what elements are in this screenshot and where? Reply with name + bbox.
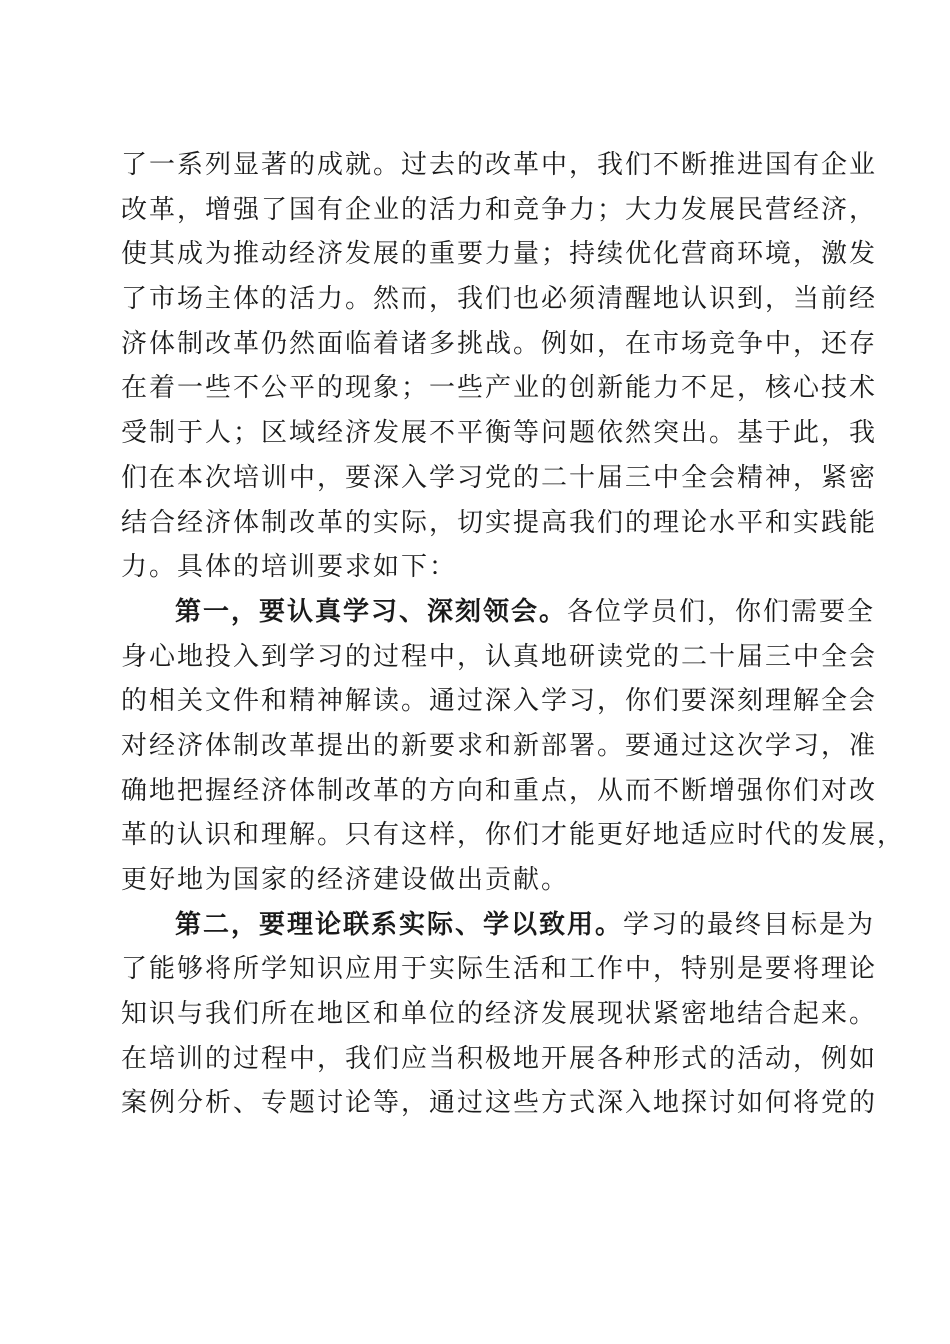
section-text: 各位学员们，你们需要全 bbox=[567, 596, 876, 627]
paragraph-line: 对经济体制改革提出的新要求和新部署。要通过这次学习，准 bbox=[121, 730, 878, 761]
paragraph-line: 力。具体的培训要求如下： bbox=[121, 552, 458, 583]
paragraph-line: 使其成为推动经济发展的重要力量；持续优化营商环境，激发 bbox=[121, 239, 878, 270]
paragraph-line: 济体制改革仍然面临着诸多挑战。例如，在市场竞争中，还存 bbox=[121, 328, 878, 359]
paragraph-line: 更好地为国家的经济建设做出贡献。 bbox=[121, 865, 570, 895]
paragraph-line: 了市场主体的活力。然而，我们也必须清醒地认识到，当前经 bbox=[121, 284, 878, 315]
paragraph-line: 革的认识和理解。只有这样，你们才能更好地适应时代的发展， bbox=[121, 820, 906, 851]
document-body bbox=[121, 143, 906, 1126]
section-heading: 第二，要理论联系实际、学以致用。 bbox=[175, 909, 624, 940]
paragraph-line: 们在本次培训中，要深入学习党的二十届三中全会精神，紧密 bbox=[121, 462, 878, 493]
paragraph-line: 在培训的过程中，我们应当积极地开展各种形式的活动，例如 bbox=[121, 1043, 878, 1074]
section-first-line bbox=[121, 903, 876, 948]
paragraph-line: 知识与我们所在地区和单位的经济发展现状紧密地结合起来。 bbox=[121, 999, 878, 1030]
paragraph-line: 改革，增强了国有企业的活力和竞争力；大力发展民营经济， bbox=[121, 194, 878, 225]
paragraph-line: 在着一些不公平的现象；一些产业的创新能力不足，核心技术 bbox=[121, 373, 878, 404]
paragraph-line: 结合经济体制改革的实际，切实提高我们的理论水平和实践能 bbox=[121, 507, 878, 538]
section-first-line bbox=[121, 590, 876, 635]
paragraph-line: 确地把握经济体制改革的方向和重点，从而不断增强你们对改 bbox=[121, 775, 878, 806]
paragraph-line: 的相关文件和精神解读。通过深入学习，你们要深刻理解全会 bbox=[121, 686, 878, 717]
paragraph-line: 身心地投入到学习的过程中，认真地研读党的二十届三中全会 bbox=[121, 641, 878, 672]
paragraph-line: 了能够将所学知识应用于实际生活和工作中，特别是要将理论 bbox=[121, 954, 878, 985]
paragraph-line: 受制于人；区域经济发展不平衡等问题依然突出。基于此，我 bbox=[121, 418, 878, 449]
section-text: 学习的最终目标是为 bbox=[623, 909, 876, 940]
paragraph-line: 了一系列显著的成就。过去的改革中，我们不断推进国有企业 bbox=[121, 150, 878, 180]
section-heading: 第一，要认真学习、深刻领会。 bbox=[175, 596, 568, 627]
paragraph-line: 案例分析、专题讨论等，通过这些方式深入地探讨如何将党的 bbox=[121, 1088, 878, 1119]
